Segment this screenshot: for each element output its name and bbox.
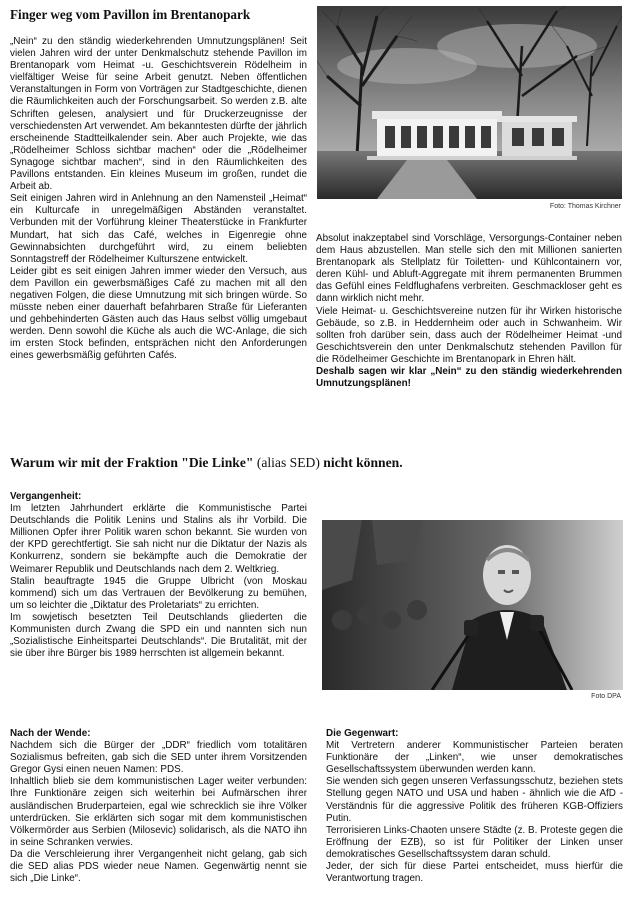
paragraph: Stalin beauftragte 1945 die Gruppe Ulbricht (von Moskau kommend) sich um das Vertrauen der Bevölkerung zu bemühen, um so leichter die „Diktatur des Proletariats“ zu errichten. <box>10 575 307 611</box>
article-body-pavillon-left <box>10 36 307 363</box>
pavillon-photo <box>317 6 622 199</box>
ulbricht-photo <box>322 520 623 690</box>
article-body-pavillon-right <box>316 233 622 390</box>
paragraph: Viele Heimat- u. Geschichtsvereine nutzen für ihr Wirken historische Gebäude, so z.B. in Heddernheim oder auch in Schwanheim. Wir sollten froh darüber sein, dass auch der Rödelheimer Heimat -und Geschichtsverein den unter Denkmalschutz stehenden Pavillon für die Rödelheimer Geschichte im Brentanopark in Ehren hält. <box>316 305 622 365</box>
subheading-past: Vergangenheit: <box>10 491 82 502</box>
title-part-alias: (alias SED) <box>256 455 324 470</box>
paragraph: Absolut inakzeptabel sind Vorschläge, Versorgungs-Container neben dem Haus abzustellen. Man stelle sich den mit Millionen sanierten Brentanopark als Stellplatz für Toiletten- und Kühlcontainern vor, deren Kühl- und Abluft-Aggregate mit ihrem permanenten Brummen das Gefühl eines Feldflughafens verbreiten. Geschmackloser geht es dann wirklich nicht mehr. <box>316 233 622 305</box>
closing-statement: Deshalb sagen wir klar „Nein“ zu den ständig wiederkehrenden Umnutzungsplänen! <box>316 366 622 390</box>
title-part: nicht können. <box>323 455 403 470</box>
paragraph: Leider gibt es seit einigen Jahren immer wieder den Versuch, aus dem Pavillon ein gewerbsmäßiges Café zu machen mit all den negativen Folgen, die diese Umnutzung mit sich bringen würde. So müsste neben einer dauerhaft befahrbaren Straße für Lieferanten und gehbehinderten Gästen auch das Haus selbst völlig umgebaut werden. Denn sowohl die Küche als auch die WC-Anlage, die sich im ersten Stock befinden, entsprächen nicht den Anforderungen eines gewerbsmäßig geführten Cafés. <box>10 265 307 362</box>
title-part: Warum wir mit der Fraktion "Die Linke" <box>10 455 257 470</box>
section-present <box>326 728 623 885</box>
paragraph: Sie wenden sich gegen unseren Verfassungsschutz, beziehen stets Stellung gegen NATO und USA und haben - ähnlich wie die AfD - Verständnis für die aggressive Politik des früheren KGB-Offiziers Putin. <box>326 776 623 824</box>
paragraph: Mit Vertretern anderer Kommunistischer Parteien beraten Funktionäre der „Linken“, wie unser demokratisches Gesellschaftssystem überwunden werden kann. <box>326 740 623 776</box>
paragraph: „Nein“ zu den ständig wiederkehrenden Umnutzungsplänen! Seit vielen Jahren wird der unter Denkmalschutz stehende Pavillon im Brentanopark vom Heimat -u. Geschichtsverein Rödelheim in vielfältiger Weise für seine Arbeit genutzt. Neben öffentlichen Veranstaltungen in Form von Vorträgen zur Stadtgeschichte, dienen die Räumlichkeiten auch der Forschungsarbeit. So werden z.B. alte Schriften gelesen, analysiert und für Druckerzeugnisse der verschiedensten Art verwendet. Am bekanntesten dürfte der jährlich erscheinende Stadtteilkalender sein. Aber auch Projekte, wie das „Rödelheimer Schloss sichtbar machen“ oder die „Rödelheimer Synagoge sichtbar machen“, sind in den Räumlichkeiten des Pavillons entstanden. Ein kleines Museum im großen, rundet die Arbeit ab. <box>10 36 307 193</box>
paragraph: Nachdem sich die Bürger der „DDR“ friedlich vom totalitären Sozialismus befreiten, gab sich die SED unter ihrem Vorsitzenden Gregor Gysi einen neuen Namen: PDS. <box>10 740 307 776</box>
paragraph: Inhaltlich blieb sie dem kommunistischen Lager weiter verbunden: Ihre Funktionäre zeigen sich weiterhin bei Aufmärschen ihrer ausländischen Bruderparteien, egal wie schrecklich sie ihre Völker unterdrücken. Sie erklärten sich sogar mit dem kommunistischen Völkermörder aus Serbien (Milosevic) solidarisch, als die NATO ihn in seine Schranken verwies. <box>10 776 307 848</box>
paragraph: Im sowjetisch besetzten Teil Deutschlands gliederten die Kommunisten durch Zwang die SPD ein und nannten sich nun „Sozialistische Einheitspartei Deutschlands“. Die Brutalität, mit der sie über ihre Bürger bis 1989 herrschten ist allgemein bekannt. <box>10 611 307 660</box>
article-title-linke <box>10 455 403 471</box>
subheading-after-reunification: Nach der Wende: <box>10 728 91 739</box>
photo-credit: Foto: Thomas Kirchner <box>549 203 621 210</box>
photo-credit: Foto DPA <box>591 693 621 700</box>
section-after-reunification <box>10 728 307 885</box>
paragraph: Terrorisieren Links-Chaoten unsere Städte (z. B. Proteste gegen die Eröffnung der EZB), so ist für Politiker der Linken unser demokratisches Gesellschaftssystem daran schuld. <box>326 824 623 860</box>
subheading-present: Die Gegenwart: <box>326 728 399 739</box>
paragraph: Jeder, der sich für diese Partei entscheidet, muss hierfür die Verantwortung tragen. <box>326 861 623 885</box>
paragraph: Da die Verschleierung ihrer Vergangenheit nicht gelang, gab sich die SED alias PDS wieder neue Namen. Gegenwärtig nennt sie sich „Die Linke“. <box>10 848 307 885</box>
paragraph: Im letzten Jahrhundert erklärte die Kommunistische Partei Deutschlands die Politik Lenins und Stalins als ihr Vorbild. Die Millionen Opfer ihrer Politik waren schon bekannt. Sie wurden von der KPD gerechtfertigt. Sie sah nicht nur die Diktatur der Nazis als Konkurrenz, sondern sie bekämpfte auch die Demokratie der Weimarer Republik und Deutschlands nach dem 2. Weltkrieg. <box>10 503 307 575</box>
paragraph: Seit einigen Jahren wird in Anlehnung an den Namensteil „Heimat“ ein Kulturcafe in unregelmäßigen Abständen veranstaltet. Verbunden mit der Vorführung kleiner Theaterstücke in Frankfurter Mundart, hat sich das Café, welches in Eigenregie ohne Gewinnabsichten durchgeführt wird, zu einem beliebten Sonntagstreff der Rödelheimer Kulturszene entwickelt. <box>10 193 307 265</box>
section-past <box>10 491 307 660</box>
article-title-pavillon: Finger weg vom Pavillon im Brentanopark <box>10 7 251 22</box>
